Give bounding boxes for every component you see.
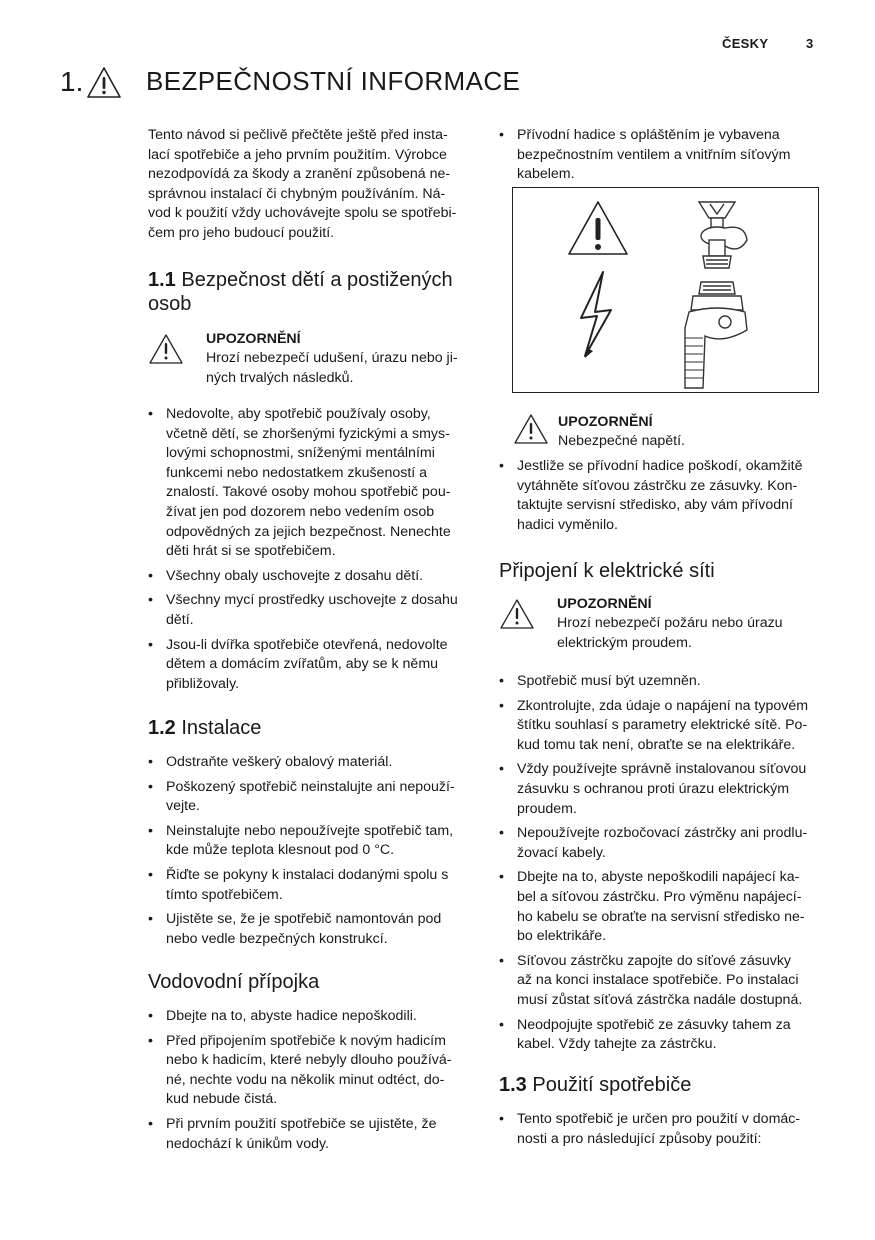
list-item: • Přívodní hadice s opláštěním je vybavena bezpečnostním ventilem a vnitřním síťovým kabelem. bbox=[499, 126, 829, 185]
warning-triangle-icon bbox=[569, 202, 627, 254]
chapter-number: 1. bbox=[60, 66, 84, 97]
list-item: • Ujistěte se, že je spotřebič namontován pod nebo vedle bezpečných konstrukcí. bbox=[148, 910, 478, 949]
header-language: ČESKY bbox=[722, 36, 769, 51]
warning-triangle-icon bbox=[148, 333, 184, 365]
water-connection-list bbox=[148, 1007, 478, 1159]
inlet-hose-icon bbox=[685, 282, 747, 388]
section-1-3-list bbox=[499, 1110, 829, 1154]
warning-triangle-icon bbox=[499, 598, 535, 630]
section-1-2-heading: 1.2 Instalace bbox=[148, 717, 262, 739]
electric-connection-list bbox=[499, 672, 829, 1060]
list-item: • Zkontrolujte, zda údaje o napájení na typovém štítku souhlasí s parametry elektrické sítě. Po- kud tomu tak není, obraťte se na elektrikáře. bbox=[499, 697, 829, 756]
water-tap-icon bbox=[699, 202, 747, 268]
section-1-1-list bbox=[148, 405, 478, 699]
warning-voltage: UPOZORNĚNÍ Nebezpečné napětí. bbox=[513, 413, 833, 458]
lightning-bolt-icon bbox=[581, 272, 611, 358]
figure-drawing bbox=[513, 188, 817, 391]
warning-fire-shock: UPOZORNĚNÍ Hrozí nebezpečí požáru nebo úrazu elektrickým proudem. bbox=[499, 595, 829, 655]
list-item: • Před připojením spotřebiče k novým hadicím nebo k hadicím, které nebyly dlouho používá- né, nechte vodu na několik minut odtéct, do- kud nebude čistá. bbox=[148, 1032, 478, 1110]
intro-paragraph: Tento návod si pečlivě přečtěte ještě před insta- lací spotřebiče a jeho prvním použitím. Výrobce nezodpovídá za škody a zranění způsobená ne- správnou instalací či chybným používáním. Ná- vod k použití vždy uchovávejte spolu se spotřebi- čem pro jeho budoucí použití. bbox=[148, 127, 457, 241]
warning-triangle-icon bbox=[86, 66, 122, 100]
list-item: • Nepoužívejte rozbočovací zástrčky ani prodlu- žovací kabely. bbox=[499, 824, 829, 863]
water-connection-heading: Vodovodní přípojka bbox=[148, 971, 320, 993]
electric-connection-heading: Připojení k elektrické síti bbox=[499, 560, 715, 582]
chapter-title: BEZPEČNOSTNÍ INFORMACE bbox=[146, 66, 521, 96]
list-item: • Tento spotřebič je určen pro použití v domác- nosti a pro následující způsoby použití: bbox=[499, 1110, 829, 1149]
list-item: • Všechny mycí prostředky uschovejte z dosahu dětí. bbox=[148, 591, 478, 630]
inlet-hose-list bbox=[499, 126, 829, 190]
list-item: • Všechny obaly uschovejte z dosahu dětí. bbox=[148, 567, 478, 587]
list-item: • Vždy používejte správně instalovanou síťovou zásuvku s ochranou proti úrazu elektrickým proudem. bbox=[499, 760, 829, 819]
list-item: • Jsou-li dvířka spotřebiče otevřená, nedovolte dětem a domácím zvířatům, aby se k němu přibližovaly. bbox=[148, 636, 478, 695]
list-item: • Dbejte na to, abyste hadice nepoškodili. bbox=[148, 1007, 478, 1027]
list-item: • Řiďte se pokyny k instalaci dodanými spolu s tímto spotřebičem. bbox=[148, 866, 478, 905]
section-1-3-heading: 1.3 Použití spotřebiče bbox=[499, 1074, 692, 1096]
page-number: 3 bbox=[806, 36, 814, 51]
list-item: • Dbejte na to, abyste nepoškodili napájecí ka- bel a síťovou zástrčku. Pro výměnu napájecí- ho kabelu se obraťte na servisní středisko ne- bo elektrikáře. bbox=[499, 868, 829, 946]
warning-triangle-icon bbox=[513, 413, 549, 445]
list-item: • Neodpojujte spotřebič ze zásuvky tahem za kabel. Vždy tahejte za zástrčku. bbox=[499, 1016, 829, 1055]
warning-suffocation: UPOZORNĚNÍ Hrozí nebezpečí udušení, úrazu nebo ji- ných trvalých následků. bbox=[148, 330, 478, 390]
list-item: • Při prvním použití spotřebiče se ujistěte, že nedochází k únikům vody. bbox=[148, 1115, 478, 1154]
voltage-list bbox=[499, 457, 829, 540]
list-item: • Jestliže se přívodní hadice poškodí, okamžitě vytáhněte síťovou zástrčku ze zásuvky. Kon- taktujte servisní středisko, aby vám přívodní hadici vyměnilo. bbox=[499, 457, 829, 535]
inlet-hose-figure bbox=[512, 187, 819, 393]
list-item: • Spotřebič musí být uzemněn. bbox=[499, 672, 829, 692]
list-item: • Odstraňte veškerý obalový materiál. bbox=[148, 753, 478, 773]
section-1-1-heading: 1.1 Bezpečnost dětí a postižených osob bbox=[148, 269, 453, 315]
list-item: • Poškozený spotřebič neinstalujte ani nepouží- vejte. bbox=[148, 778, 478, 817]
list-item: • Nedovolte, aby spotřebič používaly osoby, včetně dětí, se zhoršenými fyzickými a smys- lovými schopnostmi, sníženými mentálními funkcemi nebo nedostatkem zkušeností a znalostí. Takové osoby mohou spotřebič pou- žívat jen pod dozorem nebo vedením osob odpovědných za jejich bezpečnost. Nenechte děti hrát si se spotřebičem. bbox=[148, 405, 478, 562]
list-item: • Neinstalujte nebo nepoužívejte spotřebič tam, kde může teplota klesnout pod 0 °C. bbox=[148, 822, 478, 861]
section-1-2-list bbox=[148, 753, 478, 954]
list-item: • Síťovou zástrčku zapojte do síťové zásuvky až na konci instalace spotřebiče. Po instalaci musí zůstat síťová zástrčka nadále dostupná. bbox=[499, 952, 829, 1011]
